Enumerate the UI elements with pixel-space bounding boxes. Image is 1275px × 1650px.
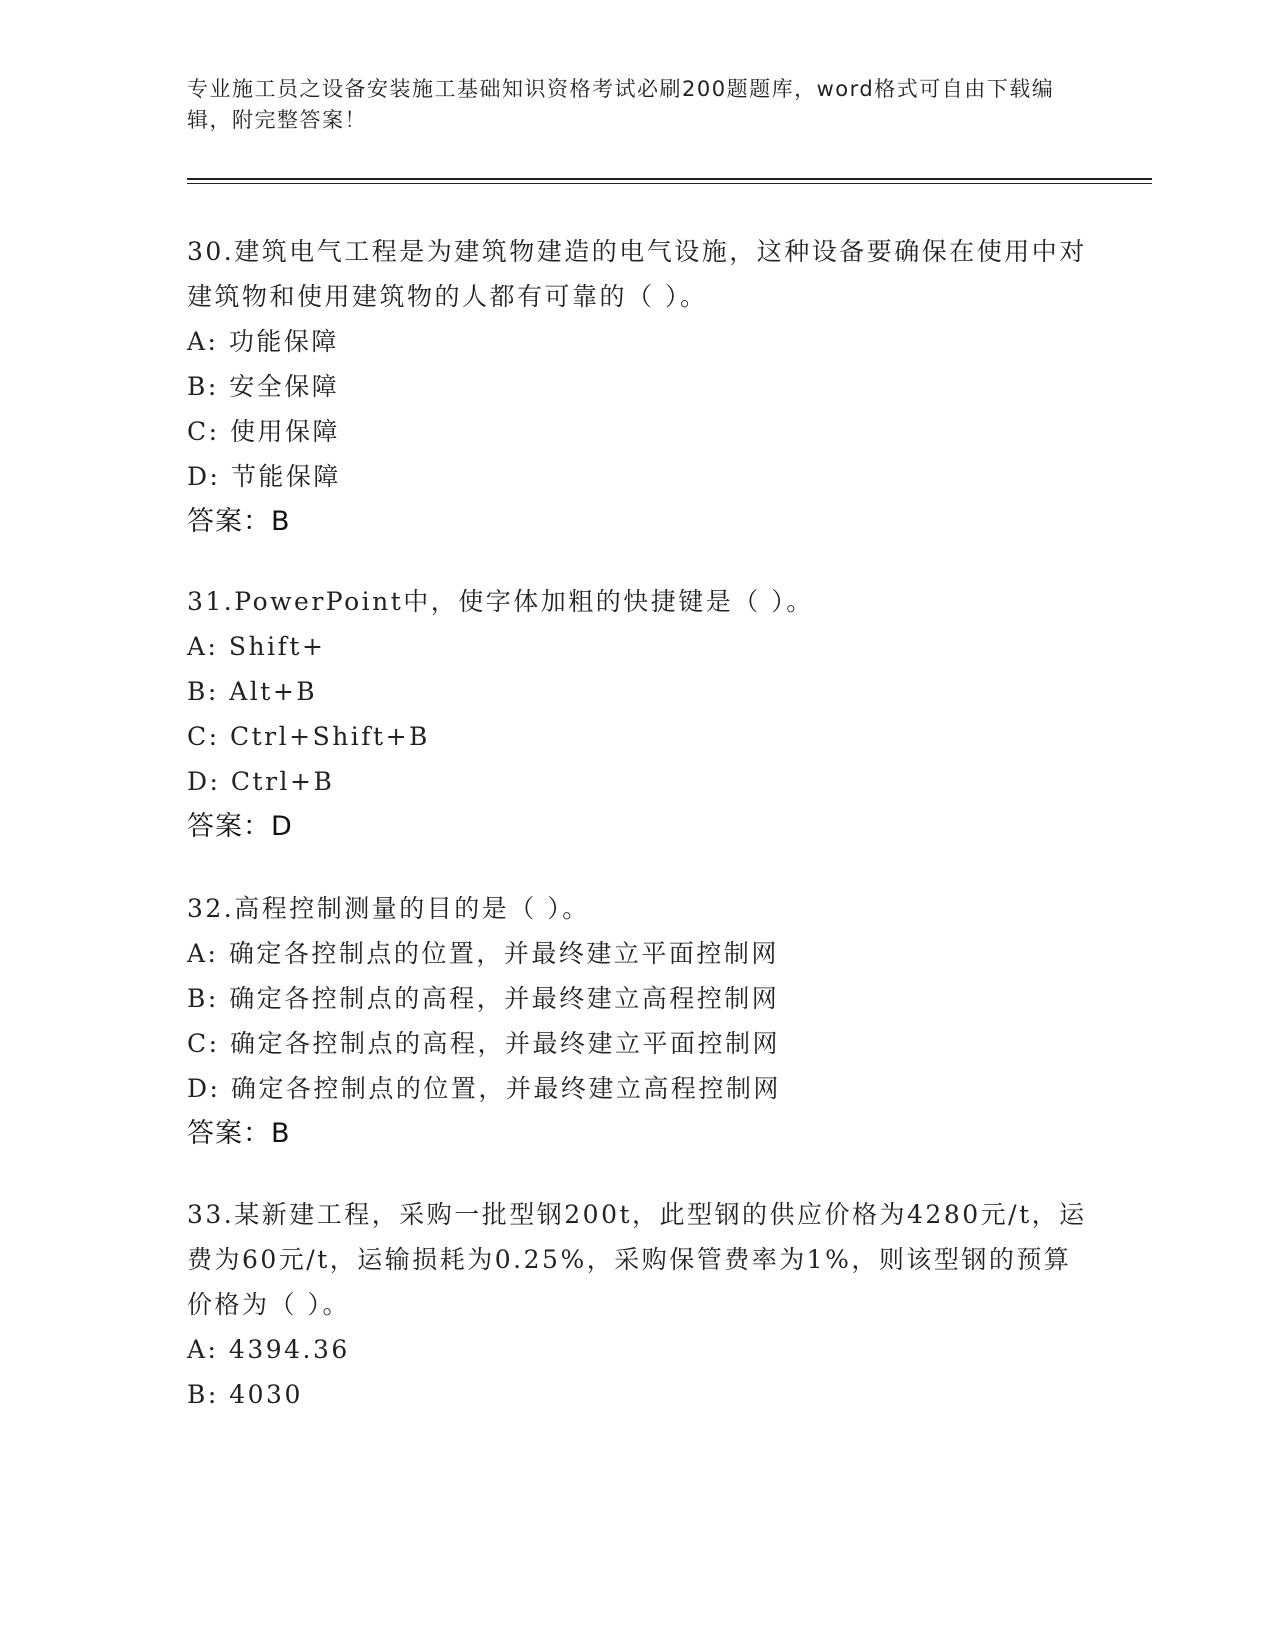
question-number: 30.	[187, 237, 235, 266]
option-d: D: Ctrl+B	[187, 767, 335, 796]
answer-value: B	[271, 1118, 291, 1149]
option-a: A: Shift+	[187, 632, 326, 661]
header-divider-thin	[187, 183, 1152, 184]
option-a: A: 4394.36	[187, 1335, 350, 1364]
answer-value: B	[271, 506, 291, 537]
document-header	[187, 74, 1067, 136]
header-divider-thick	[187, 178, 1152, 180]
option-d: D: 节能保障	[187, 462, 341, 491]
question-number: 33.	[187, 1200, 235, 1229]
answer-line: 答案：D	[187, 811, 293, 842]
question-text: 33.某新建工程，采购一批型钢200t，此型钢的供应价格为4280元/t，运费为60元/t，运输损耗为0.25%，采购保管费率为1%，则该型钢的预算价格为（ ）。	[187, 1200, 1087, 1319]
header-text: 专业施工员之设备安装施工基础知识资格考试必刷200题题库，word格式可自由下载编辑，附完整答案！	[187, 77, 1055, 132]
question-text: 30.建筑电气工程是为建筑物建造的电气设施，这种设备要确保在使用中对建筑物和使用建筑物的人都有可靠的（ ）。	[187, 237, 1087, 311]
option-c: C: Ctrl+Shift+B	[187, 722, 430, 751]
answer-value: D	[271, 811, 293, 842]
option-b: B: Alt+B	[187, 677, 318, 706]
option-a: A: 确定各控制点的位置，并最终建立平面控制网	[187, 939, 779, 968]
option-a: A: 功能保障	[187, 327, 339, 356]
answer-line: 答案：B	[187, 506, 291, 537]
question-text: 31.PowerPoint中，使字体加粗的快捷键是（ ）。	[187, 587, 814, 616]
option-c: C: 确定各控制点的高程，并最终建立平面控制网	[187, 1029, 780, 1058]
option-b: B: 确定各控制点的高程，并最终建立高程控制网	[187, 984, 780, 1013]
answer-line: 答案：B	[187, 1118, 291, 1149]
question-31	[187, 579, 1087, 849]
question-30	[187, 229, 1087, 544]
option-c: C: 使用保障	[187, 417, 340, 446]
option-b: B: 安全保障	[187, 372, 340, 401]
option-d: D: 确定各控制点的位置，并最终建立高程控制网	[187, 1074, 781, 1103]
question-32	[187, 886, 1087, 1156]
option-b: B: 4030	[187, 1380, 303, 1409]
question-number: 31.	[187, 587, 235, 616]
question-number: 32.	[187, 894, 235, 923]
question-33	[187, 1192, 1087, 1417]
question-text: 32.高程控制测量的目的是（ ）。	[187, 894, 590, 923]
